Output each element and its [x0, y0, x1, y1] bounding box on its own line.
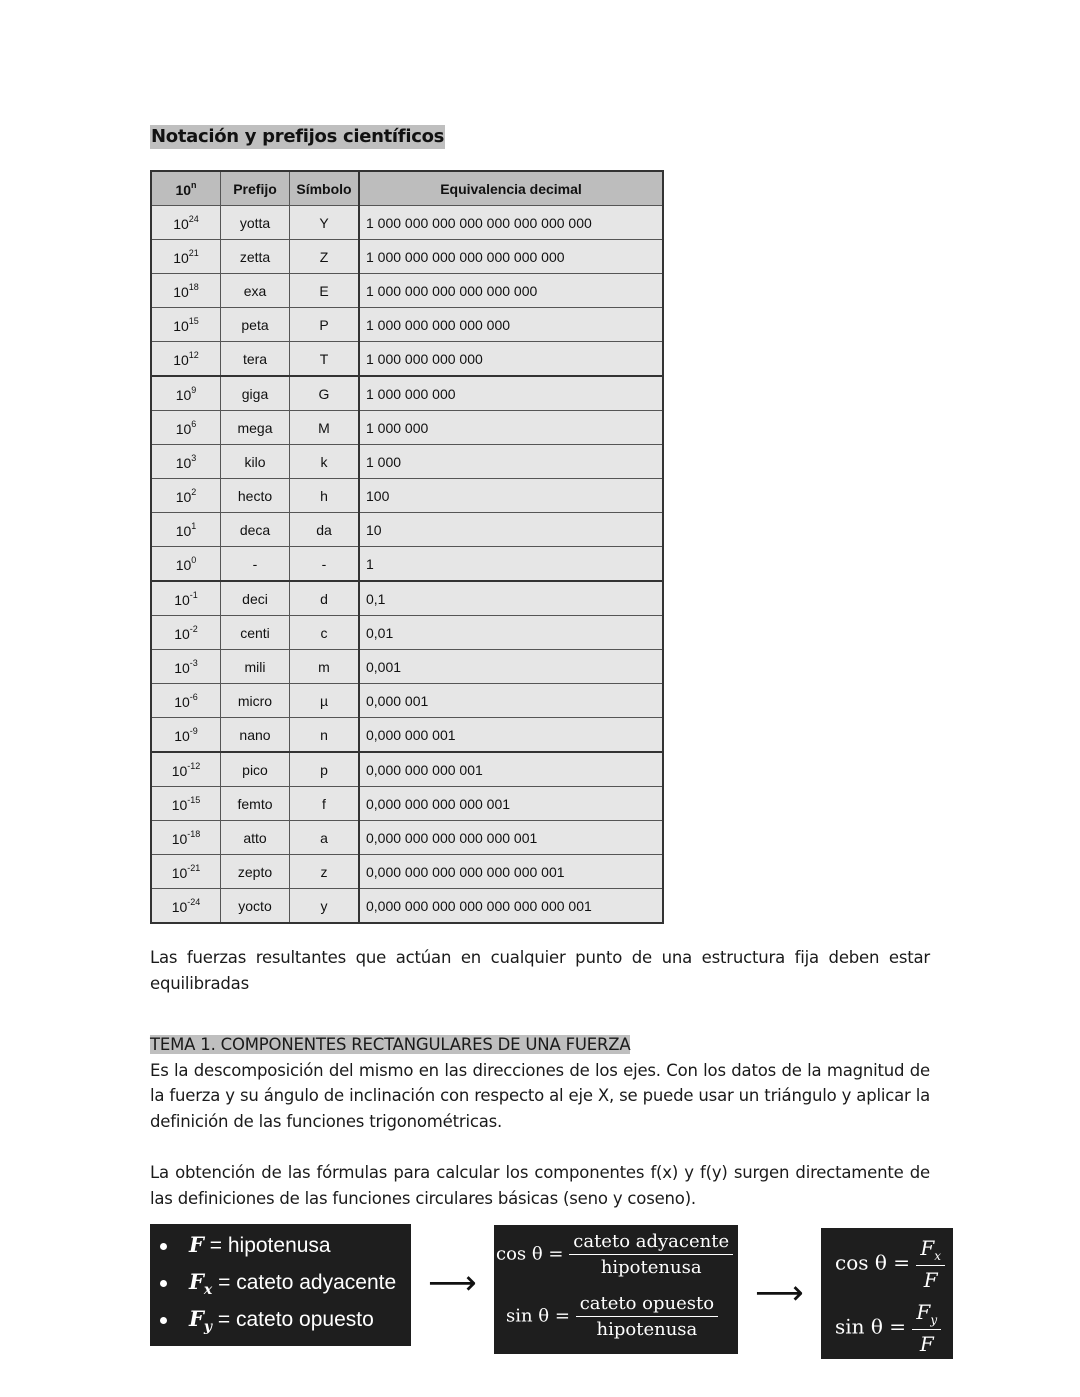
symbol-cell: p: [290, 752, 360, 787]
decimal-cell: 0,000 001: [359, 684, 663, 718]
symbol-cell: P: [290, 308, 360, 342]
decimal-cell: 0,000 000 001: [359, 718, 663, 753]
decimal-cell: 0,000 000 000 000 001: [359, 787, 663, 821]
bullet-icon: [160, 1317, 167, 1324]
decimal-cell: 100: [359, 479, 663, 513]
power-cell: $10^{18}$: [151, 274, 221, 308]
prefix-cell: mili: [221, 650, 290, 684]
table-row: [151, 855, 663, 889]
symbol-cell: d: [290, 581, 360, 616]
symbol-cell: T: [290, 342, 360, 377]
decimal-cell: 0,000 000 000 000 000 000 001: [359, 855, 663, 889]
decimal-cell: 1 000 000: [359, 411, 663, 445]
prefix-cell: deci: [221, 581, 290, 616]
table-row: [151, 240, 663, 274]
power-cell: $10^2$: [151, 479, 221, 513]
symbol-cell: y: [290, 889, 360, 924]
prefix-cell: hecto: [221, 479, 290, 513]
prefix-cell: pico: [221, 752, 290, 787]
power-cell: $10^{-12}$: [151, 752, 221, 787]
table-row: [151, 479, 663, 513]
table-row: [151, 616, 663, 650]
prefix-cell: yocto: [221, 889, 290, 924]
power-cell: $10^6$: [151, 411, 221, 445]
power-cell: $10^1$: [151, 513, 221, 547]
power-cell: $10^{12}$: [151, 342, 221, 377]
prefix-cell: peta: [221, 308, 290, 342]
table-row: [151, 206, 663, 240]
formula-symbols-box: [821, 1228, 953, 1359]
decimal-cell: 1 000 000 000 000 000 000 000: [359, 240, 663, 274]
power-cell: $10^3$: [151, 445, 221, 479]
tema-title: TEMA 1. COMPONENTES RECTANGULARES DE UNA FUERZA: [150, 1035, 631, 1054]
decimal-cell: 1 000 000 000: [359, 376, 663, 411]
cos-symbol-formula: cos θ = $\frac{F_x}{F}$: [835, 1236, 945, 1292]
decimal-cell: 0,1: [359, 581, 663, 616]
table-row: [151, 650, 663, 684]
symbol-cell: -: [290, 547, 360, 582]
table-row: [151, 787, 663, 821]
symbol-cell: Z: [290, 240, 360, 274]
bullet-icon: [160, 1243, 167, 1250]
power-cell: $10^{-3}$: [151, 650, 221, 684]
prefix-cell: femto: [221, 787, 290, 821]
tema-body: Es la descomposición del mismo en las direcciones de los ejes. Con los datos de la magnitud de la fuerza y su ángulo de inclinación con respecto al eje X, se puede usar un triángulo y aplicar la definición de las funciones trigonométricas.: [150, 1060, 930, 1131]
header-power: 10$^n$: [151, 171, 221, 206]
definition-item: $F_y$ = cateto opuesto: [160, 1304, 374, 1334]
prefix-cell: mega: [221, 411, 290, 445]
prefix-cell: deca: [221, 513, 290, 547]
decimal-cell: 1 000 000 000 000 000: [359, 308, 663, 342]
prefix-cell: atto: [221, 821, 290, 855]
power-cell: $10^{24}$: [151, 206, 221, 240]
bullet-icon: [160, 1280, 167, 1287]
table-row: [151, 752, 663, 787]
table-row: [151, 581, 663, 616]
tema-section: [150, 1032, 930, 1134]
symbol-cell: c: [290, 616, 360, 650]
decimal-cell: 0,001: [359, 650, 663, 684]
decimal-cell: 1 000 000 000 000: [359, 342, 663, 377]
power-cell: $10^0$: [151, 547, 221, 582]
power-cell: $10^{-18}$: [151, 821, 221, 855]
decimal-cell: 10: [359, 513, 663, 547]
prefix-table: [150, 170, 664, 924]
decimal-cell: 0,000 000 000 000 000 001: [359, 821, 663, 855]
table-row: [151, 411, 663, 445]
decimal-cell: 1 000: [359, 445, 663, 479]
symbol-cell: µ: [290, 684, 360, 718]
power-cell: $10^{-24}$: [151, 889, 221, 924]
decimal-cell: 1 000 000 000 000 000 000 000 000: [359, 206, 663, 240]
power-cell: $10^{-1}$: [151, 581, 221, 616]
decimal-cell: 1 000 000 000 000 000 000: [359, 274, 663, 308]
formula-words-box: [494, 1225, 738, 1354]
header-symbol: Símbolo: [290, 171, 360, 206]
table-row: [151, 547, 663, 582]
cos-word-formula: cos θ = $\frac{\text{cateto adyacente}}{\text{hipotenusa}}$: [496, 1231, 733, 1278]
prefix-cell: zepto: [221, 855, 290, 889]
symbol-cell: M: [290, 411, 360, 445]
definitions-box: [150, 1224, 411, 1346]
power-cell: $10^9$: [151, 376, 221, 411]
table-row: [151, 342, 663, 377]
decimal-cell: 0,000 000 000 001: [359, 752, 663, 787]
table-row: [151, 889, 663, 924]
paragraph-formulas: La obtención de las fórmulas para calcular los componentes f(x) y f(y) surgen directamente de las definiciones de las funciones circulares básicas (seno y coseno).: [150, 1163, 930, 1208]
symbol-cell: G: [290, 376, 360, 411]
table-row: [151, 513, 663, 547]
table-row: [151, 376, 663, 411]
table-row: [151, 718, 663, 753]
prefix-cell: centi: [221, 616, 290, 650]
symbol-cell: m: [290, 650, 360, 684]
table-header-row: [151, 171, 663, 206]
sin-symbol-formula: sin θ = $\frac{F_y}{F}$: [835, 1300, 941, 1356]
table-row: [151, 274, 663, 308]
symbol-cell: Y: [290, 206, 360, 240]
symbol-cell: f: [290, 787, 360, 821]
prefix-cell: giga: [221, 376, 290, 411]
table-row: [151, 445, 663, 479]
power-cell: $10^{-2}$: [151, 616, 221, 650]
power-cell: $10^{21}$: [151, 240, 221, 274]
prefix-cell: nano: [221, 718, 290, 753]
table-body: [151, 206, 663, 924]
header-prefix: Prefijo: [221, 171, 290, 206]
prefix-cell: yotta: [221, 206, 290, 240]
power-cell: $10^{-21}$: [151, 855, 221, 889]
sin-word-formula: sin θ = $\frac{\text{cateto opuesto}}{\text{hipotenusa}}$: [506, 1293, 718, 1340]
decimal-cell: 0,01: [359, 616, 663, 650]
prefix-cell: zetta: [221, 240, 290, 274]
power-cell: $10^{15}$: [151, 308, 221, 342]
prefix-cell: -: [221, 547, 290, 582]
section-heading: Notación y prefijos científicos: [151, 126, 445, 147]
right-arrow-icon: ⟶: [428, 1263, 477, 1303]
symbol-cell: h: [290, 479, 360, 513]
symbol-cell: E: [290, 274, 360, 308]
symbol-cell: da: [290, 513, 360, 547]
prefix-cell: kilo: [221, 445, 290, 479]
symbol-cell: n: [290, 718, 360, 753]
decimal-cell: 0,000 000 000 000 000 000 000 001: [359, 889, 663, 924]
symbol-cell: a: [290, 821, 360, 855]
power-cell: $10^{-6}$: [151, 684, 221, 718]
symbol-cell: z: [290, 855, 360, 889]
symbol-cell: k: [290, 445, 360, 479]
prefix-cell: exa: [221, 274, 290, 308]
prefix-cell: tera: [221, 342, 290, 377]
definition-item: $F_x$ = cateto adyacente: [160, 1267, 396, 1297]
table-row: [151, 684, 663, 718]
paragraph-equilibrium: Las fuerzas resultantes que actúan en cualquier punto de una estructura fija deben estar equilibradas: [150, 948, 930, 993]
right-arrow-icon: ⟶: [755, 1273, 804, 1313]
header-decimal: Equivalencia decimal: [359, 171, 663, 206]
table-row: [151, 821, 663, 855]
power-cell: $10^{-15}$: [151, 787, 221, 821]
definition-item: F = hipotenusa: [160, 1230, 331, 1260]
power-cell: $10^{-9}$: [151, 718, 221, 753]
table-row: [151, 308, 663, 342]
decimal-cell: 1: [359, 547, 663, 582]
prefix-cell: micro: [221, 684, 290, 718]
